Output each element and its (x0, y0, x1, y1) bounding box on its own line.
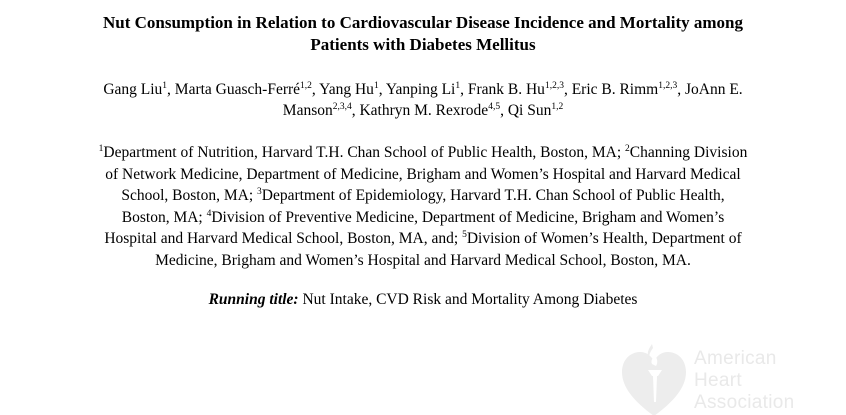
author-affil-sup: 4,5 (488, 102, 501, 112)
author-separator: , (677, 81, 685, 98)
author-name: Yang Hu (319, 81, 374, 98)
author-name: Frank B. Hu (467, 81, 545, 98)
author-affil-sup: 2,3,4 (332, 102, 352, 112)
author-name: JoAnn E. (684, 81, 743, 98)
affiliation-text: Channing Division (629, 144, 748, 161)
author-separator: , (167, 81, 175, 98)
affiliation-text: School, Boston, MA; (121, 187, 257, 204)
author-line-2 (0, 100, 846, 121)
author-separator: , (563, 81, 572, 98)
affiliation-line: Medicine, Brigham and Women’s Hospital and Harvard Medical School, Boston, MA. (155, 251, 691, 269)
author-name: Qi Sun (507, 102, 552, 119)
author-separator: , (311, 81, 320, 98)
author-separator: , (351, 102, 360, 119)
affiliation-text: Boston, MA; (121, 208, 207, 226)
author-affil-sup: 1 (373, 81, 379, 91)
author-separator: , (378, 81, 386, 98)
affiliation-number: 2 (625, 144, 630, 154)
aha-watermark-logo (618, 340, 818, 415)
author-name: Yanping Li (385, 81, 456, 98)
watermark-line-3: Association (694, 392, 795, 413)
title-line-2: Patients with Diabetes Mellitus (310, 35, 536, 54)
author-affil-sup: 1,2,3 (544, 81, 564, 91)
author-name: Eric B. Rimm (571, 81, 659, 98)
author-affil-sup: 1 (162, 81, 168, 91)
author-affil-sup: 1,2 (551, 102, 564, 112)
author-name: Gang Liu (103, 81, 163, 98)
affiliation-number: 4 (206, 208, 212, 219)
affiliation-number: 3 (257, 187, 262, 197)
affiliation-number: 1 (98, 144, 104, 154)
affiliation-text: Division of Women’s Health, Department of (466, 230, 742, 247)
author-list (0, 79, 846, 121)
affiliations (0, 142, 846, 271)
author-affil-sup: 1 (455, 81, 461, 91)
affiliation-text: Department of Epidemiology, Harvard T.H. Chan School of Public Health, (261, 187, 725, 204)
author-name: Kathryn M. Rexrode (359, 102, 489, 119)
watermark-text (694, 348, 794, 414)
watermark-line-1: American (694, 348, 777, 369)
running-title-label: Running title: (208, 291, 299, 308)
author-affil-sup: 1,2,3 (658, 81, 678, 91)
author-name: Marta Guasch-Ferré (174, 81, 301, 98)
author-affil-sup: 1,2 (300, 81, 312, 91)
author-separator: , (460, 81, 468, 98)
affiliation-line (0, 228, 846, 250)
title-line-1: Nut Consumption in Relation to Cardiovascular Disease Incidence and Mortality among (102, 13, 744, 32)
affiliation-number: 5 (462, 230, 467, 240)
affiliation-text: Department of Nutrition, Harvard T.H. Chan School of Public Health, Boston, MA; (103, 144, 626, 161)
author-name: Manson (282, 102, 333, 119)
heart-torch-logo-icon (618, 340, 690, 415)
affiliation-line (0, 185, 846, 207)
running-title-text: Nut Intake, CVD Risk and Mortality Among Diabetes (298, 291, 638, 308)
author-line-1 (0, 79, 846, 100)
affiliation-line (0, 142, 846, 164)
running-title (0, 289, 846, 310)
affiliation-line (0, 207, 846, 229)
author-separator: , (500, 102, 508, 119)
paper-title (0, 12, 846, 56)
watermark-line-2: Heart (694, 370, 742, 391)
affiliation-line: of Network Medicine, Department of Medicine, Brigham and Women’s Hospital and Harvard Medical (105, 165, 741, 183)
affiliation-text: Hospital and Harvard Medical School, Boston, MA, and; (104, 230, 463, 247)
affiliation-text: Division of Preventive Medicine, Department of Medicine, Brigham and Women’s (211, 208, 725, 226)
